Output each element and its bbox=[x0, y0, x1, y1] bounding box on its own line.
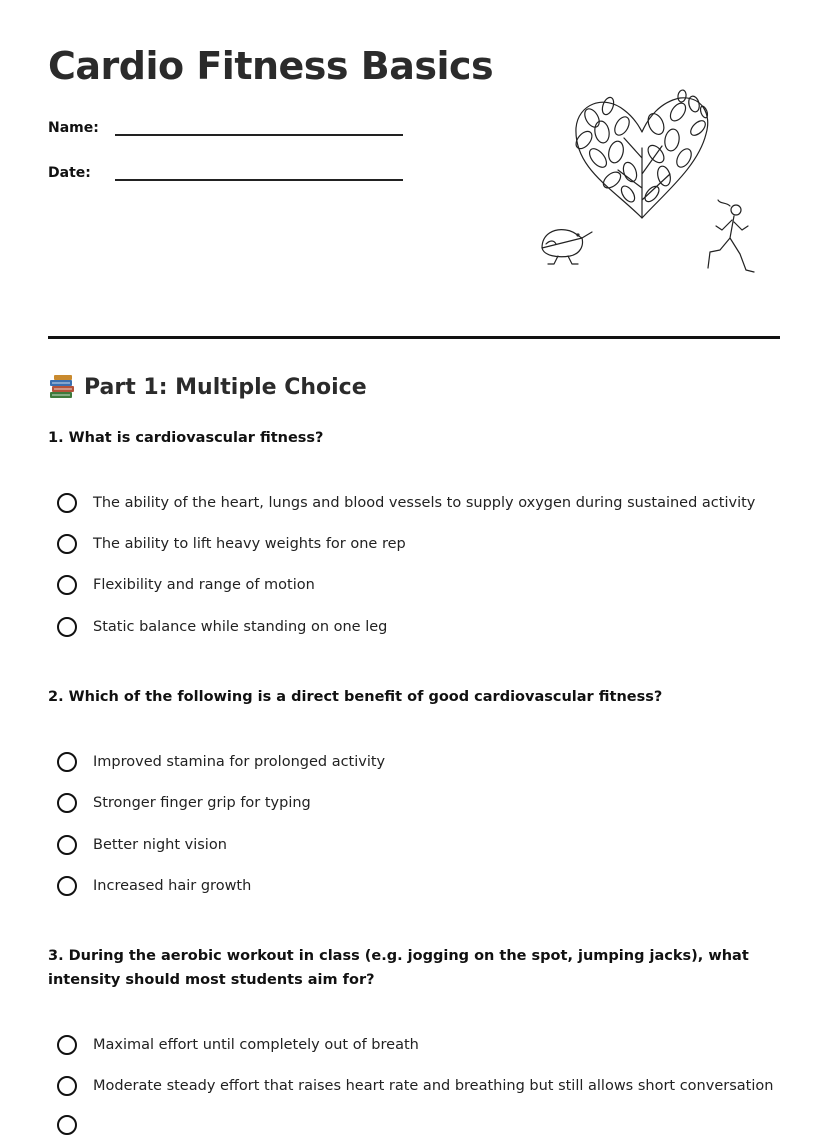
leaf-heart-icon bbox=[573, 89, 709, 218]
radio-button[interactable] bbox=[57, 1035, 77, 1055]
name-label: Name: bbox=[48, 120, 99, 136]
radio-button[interactable] bbox=[57, 617, 77, 637]
q3-option-b[interactable] bbox=[57, 1073, 773, 1099]
section-divider bbox=[48, 336, 780, 339]
option-label: Stronger finger grip for typing bbox=[93, 795, 311, 811]
name-line[interactable] bbox=[115, 118, 403, 136]
q2-option-c[interactable] bbox=[57, 832, 227, 858]
radio-button[interactable] bbox=[57, 575, 77, 595]
radio-button[interactable] bbox=[57, 876, 77, 896]
q2-option-b[interactable] bbox=[57, 790, 311, 816]
date-label: Date: bbox=[48, 165, 91, 181]
q1-option-c[interactable] bbox=[57, 572, 315, 598]
part1-heading bbox=[48, 374, 367, 400]
option-label: Flexibility and range of motion bbox=[93, 577, 315, 593]
radio-button[interactable] bbox=[57, 1076, 77, 1096]
option-label: Increased hair growth bbox=[93, 878, 252, 894]
name-field bbox=[48, 118, 403, 136]
cardio-illustration bbox=[532, 88, 768, 284]
radio-button[interactable] bbox=[57, 493, 77, 513]
option-label: Moderate steady effort that raises heart rate and breathing but still allows short conversation bbox=[93, 1078, 774, 1094]
radio-button[interactable] bbox=[57, 835, 77, 855]
part1-heading-text: Part 1: Multiple Choice bbox=[84, 374, 367, 400]
running-girl-icon bbox=[708, 200, 754, 272]
q3-option-c-partial[interactable] bbox=[57, 1112, 93, 1138]
q2-option-d[interactable] bbox=[57, 873, 251, 899]
q1-option-b[interactable] bbox=[57, 531, 406, 557]
radio-button[interactable] bbox=[57, 534, 77, 554]
kiwi-bird-icon bbox=[542, 230, 592, 264]
date-field bbox=[48, 163, 403, 181]
option-label: The ability of the heart, lungs and blood vessels to supply oxygen during sustained activity bbox=[93, 495, 756, 511]
question-3: 3. During the aerobic workout in class (e.g. jogging on the spot, jumping jacks), what intensity should most students aim for? bbox=[48, 948, 749, 988]
radio-button[interactable] bbox=[57, 1115, 77, 1135]
q1-option-d[interactable] bbox=[57, 614, 387, 640]
q3-option-a[interactable] bbox=[57, 1032, 419, 1058]
question-2: 2. Which of the following is a direct benefit of good cardiovascular fitness? bbox=[48, 689, 663, 705]
option-label: Improved stamina for prolonged activity bbox=[93, 754, 386, 770]
page-title: Cardio Fitness Basics bbox=[48, 44, 494, 88]
books-icon bbox=[48, 374, 76, 400]
option-label: Static balance while standing on one leg bbox=[93, 619, 388, 635]
option-label: Maximal effort until completely out of breath bbox=[93, 1037, 419, 1053]
option-label: The ability to lift heavy weights for one rep bbox=[93, 536, 406, 552]
date-line[interactable] bbox=[115, 163, 403, 181]
option-label: Better night vision bbox=[93, 837, 227, 853]
radio-button[interactable] bbox=[57, 752, 77, 772]
q2-option-a[interactable] bbox=[57, 749, 385, 775]
question-1: 1. What is cardiovascular fitness? bbox=[48, 430, 324, 446]
q1-option-a[interactable] bbox=[57, 490, 755, 516]
radio-button[interactable] bbox=[57, 793, 77, 813]
